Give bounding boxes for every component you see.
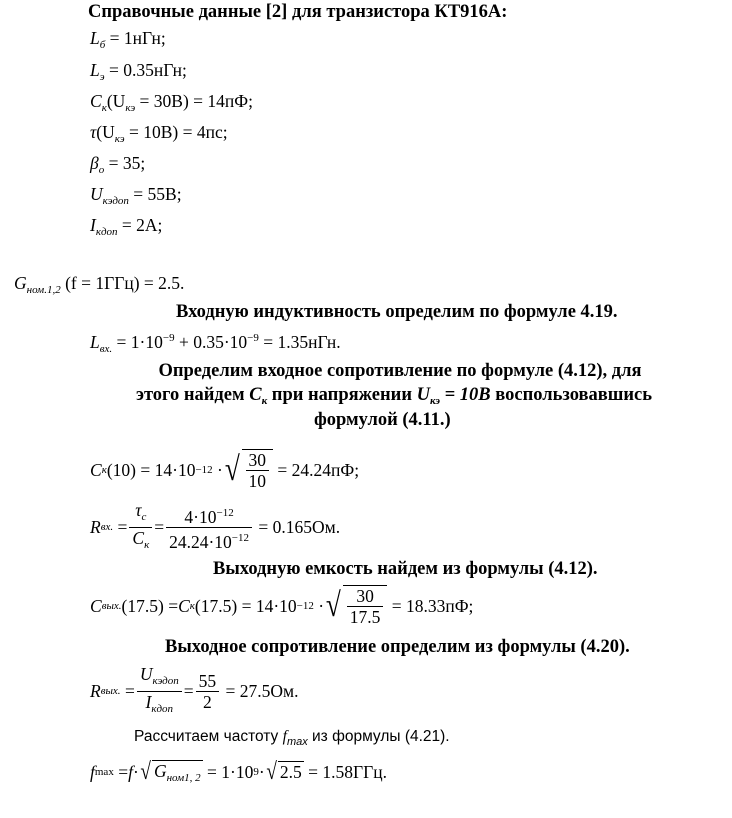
param-inductance-emitter: $L_э = 0.35нГн$;: [90, 60, 187, 83]
sqrt-sign: √ 2.5: [266, 758, 302, 785]
formula-input-resistance: R вх. = $\frac{\tau_c}{C_к}$ = $\frac{4\cdot 10^{-12}}{24.24\cdot 10^{-12}}$ = 0.165Ом.: [90, 499, 341, 552]
sqrt-sign: √ $\frac{30}{10}$: [223, 449, 273, 491]
formula-ck: C к (10) = 14·10 −12 · √ $\frac{30}{10}$ = 24.24пФ;: [90, 450, 360, 491]
param-beta: $\beta_о = 35$;: [90, 153, 146, 176]
formula-output-resistance: R вых. = $\frac{U_{кэдоп}}{I_{кдоп}}$ = $\frac{55}{2}$ = 27.5Ом.: [90, 663, 299, 715]
heading-input-inductance: Входную индуктивность определим по формуле 4.19.: [176, 302, 618, 322]
param-capacitance: $C_к(U_{кэ} = 30В) = 14пФ$;: [90, 91, 253, 114]
formula-output-capacity: C вых. (17.5) = C к (17.5) = 14·10 −12 · √ $\frac{30}{17.5}$ = 18.33пФ;: [90, 586, 474, 627]
param-voltage-max: $U_{кэдоп} = 55В$;: [90, 184, 182, 207]
calc-frequency-line: Рассчитаем частоту $f_{max}$ из формулы (4.21).: [134, 728, 450, 748]
param-gain: $G_{ном.1,2}$ (f = 1ГГц) = 2.5.: [14, 273, 185, 296]
formula-fmax: f max = f · √ $G_{ном1, 2}$ = 1·10 9 · √ 2.5 = 1.58ГГц.: [90, 758, 387, 785]
param-current-max: $I_{кдоп} = 2А$;: [90, 215, 163, 238]
sqrt-sign: √ $\frac{30}{17.5}$: [324, 585, 387, 627]
formula-input-inductance: $L_{вх.} = 1\cdot 10^{-9} + 0.35\cdot 10^{-9} = 1.35нГн$.: [90, 332, 341, 355]
heading-input-resistance-line3: формулой (4.11.): [314, 410, 451, 430]
param-inductance-base: $L_б = 1нГн$;: [90, 28, 166, 51]
sqrt-sign: √ $G_{ном1, 2}$: [140, 758, 201, 785]
heading-output-resistance: Выходное сопротивление определим из формулы (4.20).: [165, 637, 630, 657]
section-title: Справочные данные [2] для транзистора КТ916А:: [88, 2, 508, 22]
heading-input-resistance-line1: Определим входное сопротивление по формуле (4.12), для: [158, 361, 642, 381]
heading-input-resistance-line2: этого найдем $C_к$ при напряжении $U_{кэ} = 10В$ воспользовавшись: [135, 385, 653, 407]
param-time-constant: $\tau(U_{кэ} = 10В) = 4пс$;: [90, 122, 228, 145]
heading-output-capacity: Выходную емкость найдем из формулы (4.12).: [213, 559, 598, 579]
